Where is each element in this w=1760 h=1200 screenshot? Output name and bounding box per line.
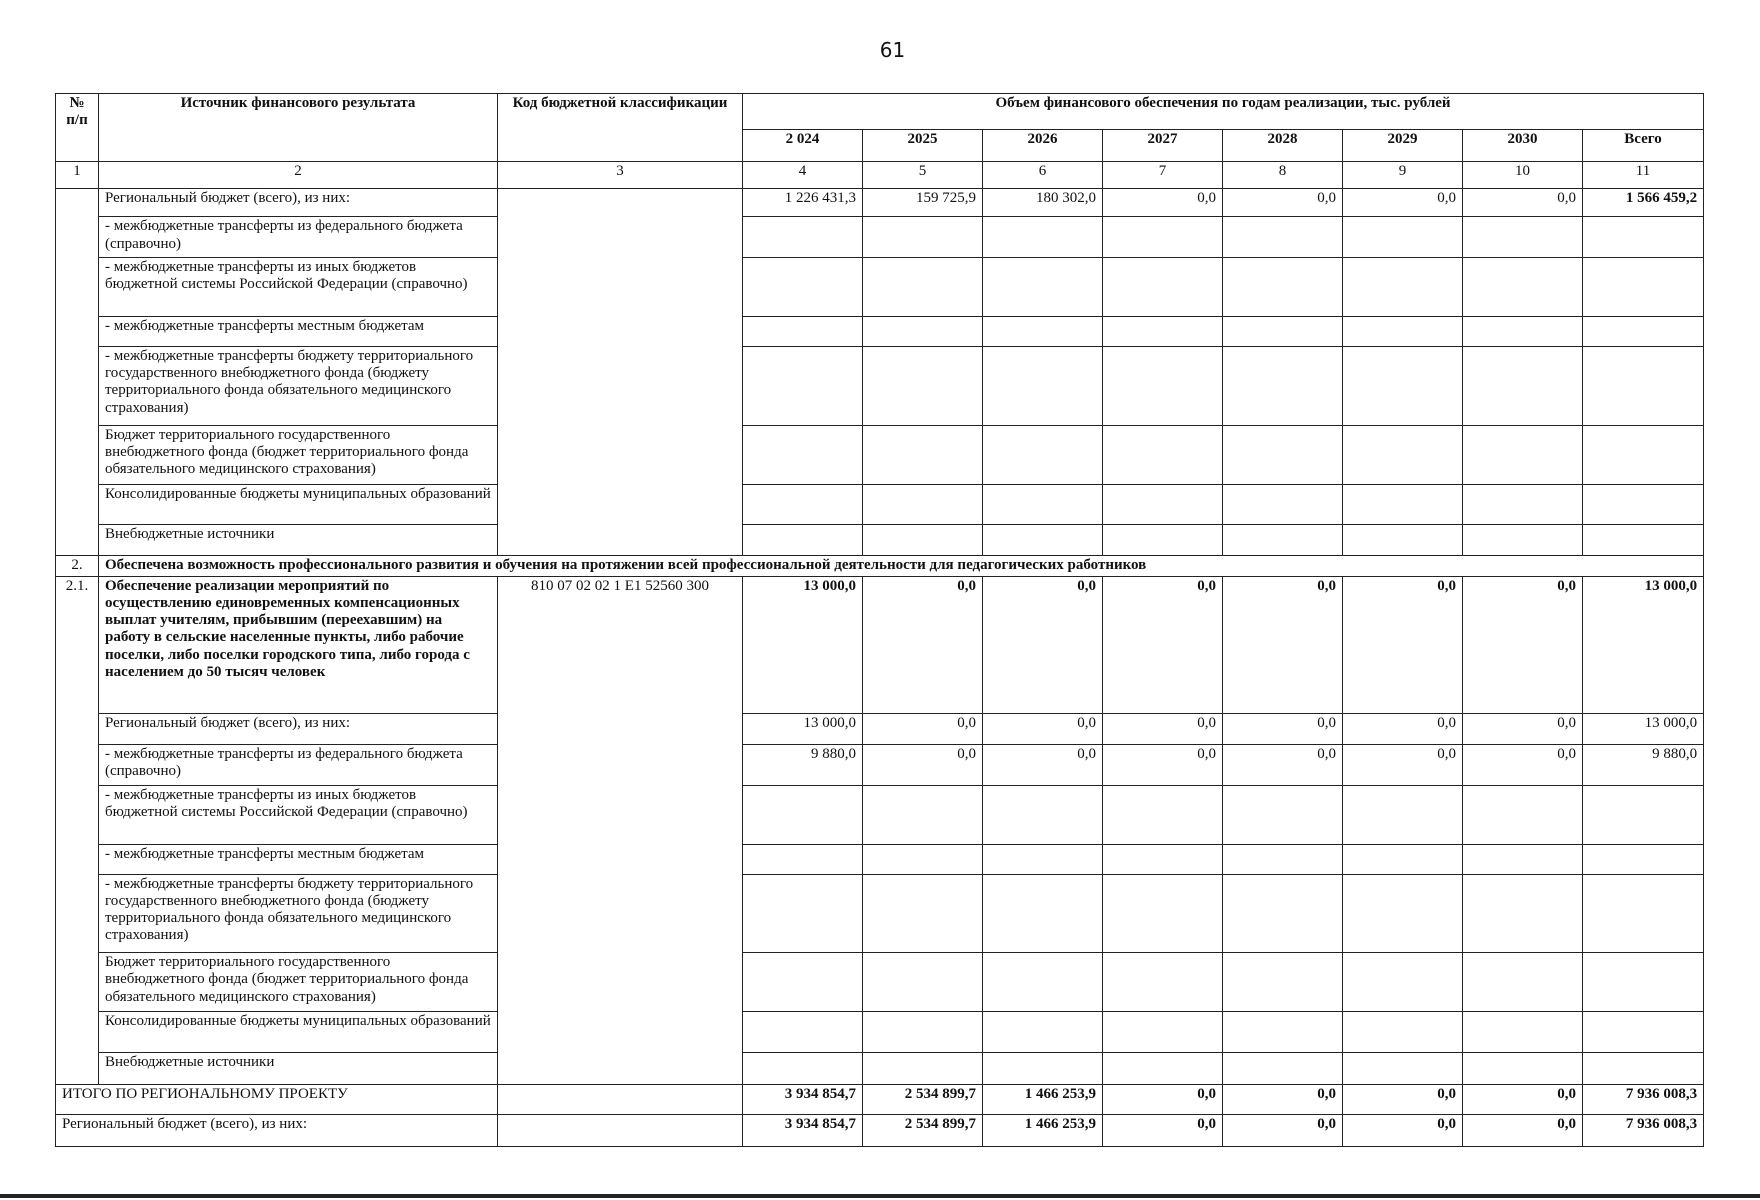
row-label: - межбюджетные трансферты местным бюджетам <box>99 844 498 874</box>
row-label: Региональный бюджет (всего), из них: <box>99 188 498 217</box>
row-label: Бюджет территориального государственного внебюджетного фонда (бюджет территориального фонда обязательного медицинского страхования) <box>99 425 498 484</box>
header-code: Код бюджетной классификации <box>498 94 743 162</box>
value-cell: 1 466 253,9 <box>983 1115 1103 1147</box>
column-number: 1 <box>56 162 99 189</box>
row-label: - межбюджетные трансферты из иных бюджетов бюджетной системы Российской Федерации (справочно) <box>99 785 498 844</box>
value-cell: 13 000,0 <box>743 714 863 745</box>
row-label: Консолидированные бюджеты муниципальных образований <box>99 1012 498 1053</box>
value-cell: 0,0 <box>863 745 983 786</box>
page-number: 61 <box>879 38 906 62</box>
row-label: Внебюджетные источники <box>99 525 498 556</box>
bottom-divider <box>0 1194 1760 1198</box>
value-cell: 0,0 <box>1463 1115 1583 1147</box>
value-cell: 0,0 <box>1223 1115 1343 1147</box>
value-cell: 180 302,0 <box>983 188 1103 217</box>
row-label: Бюджет территориального государственного внебюджетного фонда (бюджет территориального фонда обязательного медицинского страхования) <box>99 953 498 1012</box>
value-cell: 1 466 253,9 <box>983 1084 1103 1115</box>
header-year: 2028 <box>1223 129 1343 162</box>
value-cell-total: 7 936 008,3 <box>1583 1115 1704 1147</box>
table-row <box>56 525 1704 556</box>
table-row <box>56 1053 1704 1085</box>
header-source: Источник финансового результата <box>99 94 498 162</box>
header-volume: Объем финансового обеспечения по годам реализации, тыс. рублей <box>743 94 1704 130</box>
table-row <box>56 346 1704 425</box>
value-cell: 3 934 854,7 <box>743 1115 863 1147</box>
column-number: 4 <box>743 162 863 189</box>
value-cell: 3 934 854,7 <box>743 1084 863 1115</box>
value-cell: 0,0 <box>863 576 983 714</box>
row-number-cell: 2.1. <box>56 576 99 1084</box>
column-number: 9 <box>1343 162 1463 189</box>
section-title: Обеспечена возможность профессионального развития и обучения на протяжении всей профессиональной деятельности для педагогических работников <box>99 556 1704 577</box>
value-cell: 0,0 <box>1223 714 1343 745</box>
header-year: 2025 <box>863 129 983 162</box>
value-cell: 0,0 <box>1343 745 1463 786</box>
table-row <box>56 317 1704 347</box>
row-label: Внебюджетные источники <box>99 1053 498 1085</box>
column-number: 11 <box>1583 162 1704 189</box>
table-row <box>56 953 1704 1012</box>
value-cell: 1 226 431,3 <box>743 188 863 217</box>
column-number: 8 <box>1223 162 1343 189</box>
value-cell-total: 13 000,0 <box>1583 576 1704 714</box>
value-cell-total: 7 936 008,3 <box>1583 1084 1704 1115</box>
value-cell: 0,0 <box>1343 188 1463 217</box>
code-cell <box>498 188 743 555</box>
value-cell: 0,0 <box>1103 714 1223 745</box>
table-row <box>56 188 1704 217</box>
header-year: 2 024 <box>743 129 863 162</box>
header-year: 2029 <box>1343 129 1463 162</box>
value-cell: 0,0 <box>983 745 1103 786</box>
table-row <box>56 217 1704 258</box>
header-year: 2026 <box>983 129 1103 162</box>
value-cell-total: 1 566 459,2 <box>1583 188 1704 217</box>
value-cell: 0,0 <box>1463 576 1583 714</box>
table-row <box>56 576 1704 714</box>
table-row <box>56 785 1704 844</box>
total-row <box>56 1084 1704 1115</box>
code-cell <box>498 1084 743 1115</box>
row-label: Региональный бюджет (всего), из них: <box>99 714 498 745</box>
row-label: - межбюджетные трансферты из федерального бюджета (справочно) <box>99 217 498 258</box>
value-cell: 0,0 <box>1223 745 1343 786</box>
value-cell: 13 000,0 <box>743 576 863 714</box>
value-cell: 0,0 <box>1463 745 1583 786</box>
row-label: - межбюджетные трансферты бюджету территориального государственного внебюджетного фонда (бюджету территориального фонда обязательного медицинского страхования) <box>99 346 498 425</box>
section-row <box>56 556 1704 577</box>
row-label: - межбюджетные трансферты из федерального бюджета (справочно) <box>99 745 498 786</box>
column-number: 5 <box>863 162 983 189</box>
value-cell-total: 9 880,0 <box>1583 745 1704 786</box>
value-cell: 0,0 <box>1103 188 1223 217</box>
table-row <box>56 874 1704 953</box>
value-cell: 2 534 899,7 <box>863 1084 983 1115</box>
value-cell: 0,0 <box>863 714 983 745</box>
table-row <box>56 258 1704 317</box>
value-cell: 0,0 <box>1343 576 1463 714</box>
row-label: Обеспечение реализации мероприятий по осуществлению единовременных компенсационных выплат учителям, прибывшим (переехавшим) на работу в сельские населенные пункты, либо рабочие поселки, либо поселки городского типа, либо города с населением до 50 тысяч человек <box>99 576 498 714</box>
value-cell: 0,0 <box>1103 1115 1223 1147</box>
value-cell: 0,0 <box>1103 576 1223 714</box>
header-year: 2027 <box>1103 129 1223 162</box>
value-cell: 0,0 <box>1463 1084 1583 1115</box>
value-cell: 0,0 <box>1343 1115 1463 1147</box>
code-cell: 810 07 02 02 1 Е1 52560 300 <box>498 576 743 1084</box>
row-number-cell <box>56 188 99 555</box>
header-num: № п/п <box>56 94 99 162</box>
table-row <box>56 745 1704 786</box>
table-row <box>56 484 1704 525</box>
total-label: Региональный бюджет (всего), из них: <box>56 1115 498 1147</box>
table-row <box>56 425 1704 484</box>
row-label: - межбюджетные трансферты из иных бюджетов бюджетной системы Российской Федерации (справочно) <box>99 258 498 317</box>
table-row <box>56 1012 1704 1053</box>
column-number: 10 <box>1463 162 1583 189</box>
table-row <box>56 714 1704 745</box>
column-number: 6 <box>983 162 1103 189</box>
value-cell: 0,0 <box>1103 1084 1223 1115</box>
value-cell-total: 13 000,0 <box>1583 714 1704 745</box>
value-cell: 2 534 899,7 <box>863 1115 983 1147</box>
total-label: ИТОГО ПО РЕГИОНАЛЬНОМУ ПРОЕКТУ <box>56 1084 498 1115</box>
table-row <box>56 844 1704 874</box>
code-cell <box>498 1115 743 1147</box>
header-year: 2030 <box>1463 129 1583 162</box>
value-cell: 0,0 <box>1223 1084 1343 1115</box>
value-cell: 0,0 <box>1223 576 1343 714</box>
column-number: 7 <box>1103 162 1223 189</box>
row-label: Консолидированные бюджеты муниципальных образований <box>99 484 498 525</box>
section-number: 2. <box>56 556 99 577</box>
value-cell: 0,0 <box>1103 745 1223 786</box>
value-cell: 9 880,0 <box>743 745 863 786</box>
column-number: 2 <box>99 162 498 189</box>
row-label: - межбюджетные трансферты местным бюджетам <box>99 317 498 347</box>
value-cell: 0,0 <box>1343 714 1463 745</box>
header-total: Всего <box>1583 129 1704 162</box>
value-cell: 0,0 <box>1463 714 1583 745</box>
financing-table <box>55 93 1704 1147</box>
total-row <box>56 1115 1704 1147</box>
value-cell: 0,0 <box>1343 1084 1463 1115</box>
value-cell: 0,0 <box>1223 188 1343 217</box>
value-cell: 0,0 <box>983 576 1103 714</box>
value-cell: 159 725,9 <box>863 188 983 217</box>
value-cell: 0,0 <box>983 714 1103 745</box>
row-label: - межбюджетные трансферты бюджету территориального государственного внебюджетного фонда (бюджету территориального фонда обязательного медицинского страхования) <box>99 874 498 953</box>
column-number: 3 <box>498 162 743 189</box>
value-cell: 0,0 <box>1463 188 1583 217</box>
